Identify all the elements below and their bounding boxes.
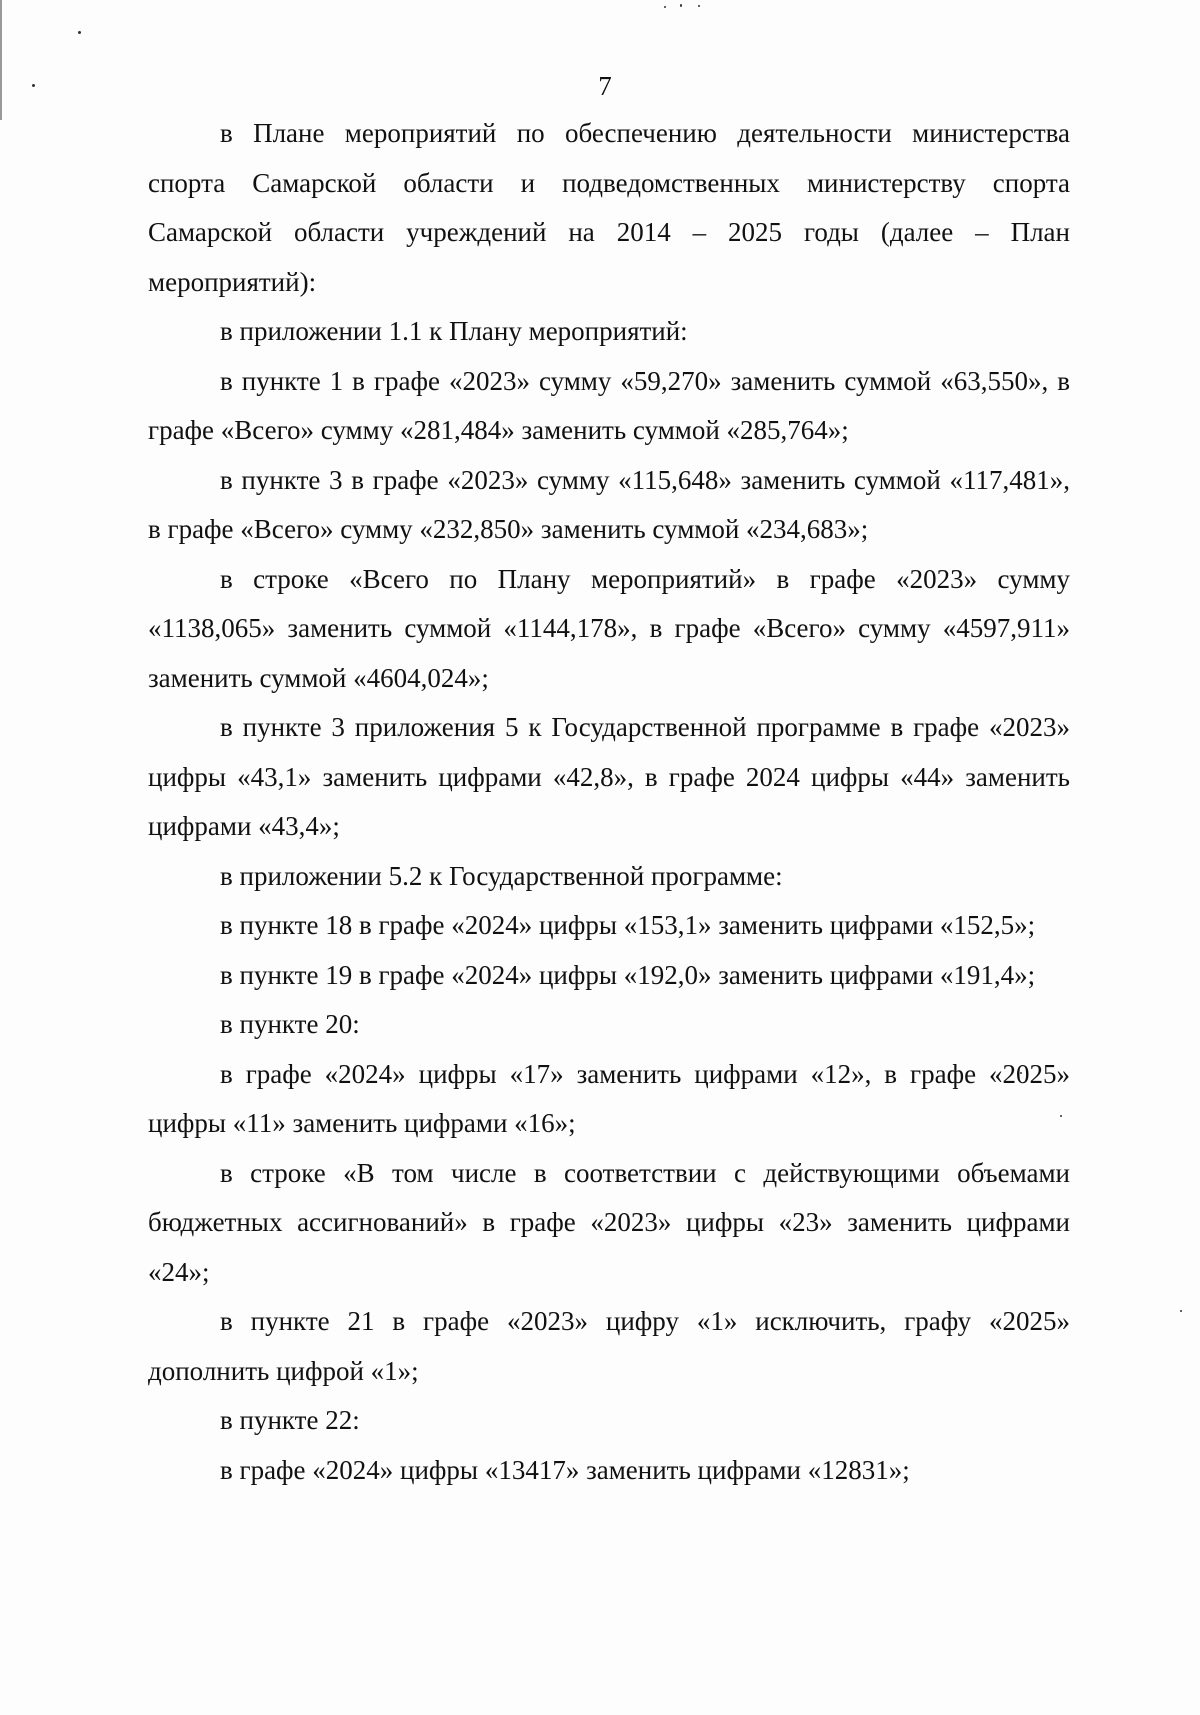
paragraph: в приложении 5.2 к Государственной программе: bbox=[220, 860, 783, 891]
paragraph: в графе «2024» цифры «13417» заменить цифрами «12831»; bbox=[220, 1454, 910, 1485]
paragraph: в пункте 3 приложения 5 к Государственной программе в графе «2023» цифры «43,1» заменить цифрами «42,8», в графе 2024 цифры «44» заменить цифрами «43,4»; bbox=[148, 712, 1070, 841]
paragraph: в строке «Всего по Плану мероприятий» в графе «2023» сумму «1138,065» заменить суммой «1144,178», в графе «Всего» сумму «4597,911» заменить суммой «4604,024»; bbox=[148, 563, 1070, 693]
scan-speck bbox=[1180, 1310, 1182, 1312]
document-body bbox=[148, 109, 1070, 1495]
scan-speck bbox=[664, 6, 666, 8]
page-number: 7 bbox=[598, 71, 612, 101]
paragraph: в графе «2024» цифры «17» заменить цифрами «12», в графе «2025» цифры «11» заменить цифрами «16»; bbox=[148, 1058, 1070, 1138]
paragraph: в пункте 1 в графе «2023» сумму «59,270» заменить суммой «63,550», в графе «Всего» сумму «281,484» заменить суммой «285,764»; bbox=[148, 365, 1070, 445]
paragraph: в пункте 18 в графе «2024» цифры «153,1» заменить цифрами «152,5»; bbox=[220, 910, 1036, 940]
paragraph: в пункте 20: bbox=[220, 1009, 360, 1039]
paragraph: в Плане мероприятий по обеспечению деятельности министерства спорта Самарской области и подведомственных министерству спорта Самарской области учреждений на 2014 – 2025 годы (далее – План мероприятий): bbox=[148, 118, 1070, 297]
paragraph: в пункте 3 в графе «2023» сумму «115,648» заменить суммой «117,481», в графе «Всего» сумму «232,850» заменить суммой «234,683»; bbox=[148, 464, 1070, 544]
scan-speck bbox=[680, 4, 682, 7]
scan-speck bbox=[78, 31, 81, 34]
scan-speck bbox=[698, 5, 700, 7]
paragraph: в пункте 21 в графе «2023» цифру «1» исключить, графу «2025» дополнить цифрой «1»; bbox=[148, 1306, 1070, 1386]
paragraph: в пункте 22: bbox=[220, 1405, 360, 1435]
paragraph: в строке «В том числе в соответствии с действующими объемами бюджетных ассигнований» в графе «2023» цифры «23» заменить цифрами «24»; bbox=[148, 1157, 1070, 1287]
paragraph: в пункте 19 в графе «2024» цифры «192,0» заменить цифрами «191,4»; bbox=[220, 959, 1036, 990]
paragraph: в приложении 1.1 к Плану мероприятий: bbox=[220, 316, 688, 346]
